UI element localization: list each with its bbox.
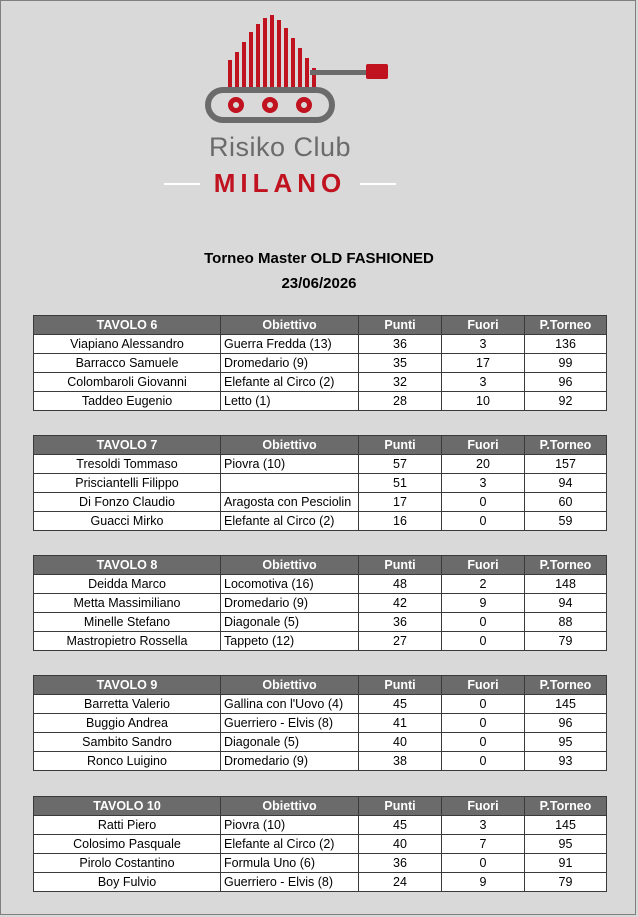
ptorneo-cell: 79 <box>525 873 607 892</box>
punti-cell: 51 <box>359 474 442 493</box>
ptorneo-cell: 96 <box>525 714 607 733</box>
obiettivo-cell: Piovra (10) <box>221 455 359 474</box>
table-row <box>34 455 607 474</box>
punti-cell: 40 <box>359 733 442 752</box>
ptorneo-cell: 157 <box>525 455 607 474</box>
obiettivo-cell: Diagonale (5) <box>221 733 359 752</box>
punti-cell: 41 <box>359 714 442 733</box>
fuori-cell: 0 <box>442 632 525 651</box>
player-cell: Ronco Luigino <box>34 752 221 771</box>
tavolo-table <box>33 315 607 411</box>
punti-cell: 36 <box>359 613 442 632</box>
header-ptorneo: P.Torneo <box>525 797 607 816</box>
table-name: TAVOLO 9 <box>34 676 221 695</box>
ptorneo-cell: 145 <box>525 695 607 714</box>
logo-club-text: Risiko Club <box>208 132 352 162</box>
table-row <box>34 512 607 531</box>
ptorneo-cell: 93 <box>525 752 607 771</box>
table-row <box>34 575 607 594</box>
obiettivo-cell: Elefante al Circo (2) <box>221 835 359 854</box>
ptorneo-cell: 99 <box>525 354 607 373</box>
tavolo-table <box>33 796 607 892</box>
fuori-cell: 17 <box>442 354 525 373</box>
player-cell: Ratti Piero <box>34 816 221 835</box>
obiettivo-cell: Formula Uno (6) <box>221 854 359 873</box>
ptorneo-cell: 95 <box>525 733 607 752</box>
header-ptorneo: P.Torneo <box>525 316 607 335</box>
fuori-cell: 0 <box>442 512 525 531</box>
obiettivo-cell: Elefante al Circo (2) <box>221 373 359 392</box>
table-header-row <box>34 797 607 816</box>
obiettivo-cell: Elefante al Circo (2) <box>221 512 359 531</box>
ptorneo-cell: 95 <box>525 835 607 854</box>
obiettivo-cell: Aragosta con Pesciolin <box>221 493 359 512</box>
table-row <box>34 493 607 512</box>
player-cell: Guacci Mirko <box>34 512 221 531</box>
tavolo-table <box>33 435 607 531</box>
fuori-cell: 0 <box>442 695 525 714</box>
player-cell: Deidda Marco <box>34 575 221 594</box>
punti-cell: 27 <box>359 632 442 651</box>
header-obiettivo: Obiettivo <box>221 436 359 455</box>
tavolo-table <box>33 555 607 651</box>
fuori-cell: 3 <box>442 474 525 493</box>
ptorneo-cell: 79 <box>525 632 607 651</box>
punti-cell: 28 <box>359 392 442 411</box>
table-row <box>34 752 607 771</box>
header-punti: Punti <box>359 676 442 695</box>
header-punti: Punti <box>359 436 442 455</box>
table-row <box>34 816 607 835</box>
table-row <box>34 335 607 354</box>
table-row <box>34 392 607 411</box>
fuori-cell: 9 <box>442 873 525 892</box>
player-cell: Metta Massimiliano <box>34 594 221 613</box>
header-fuori: Fuori <box>442 797 525 816</box>
ptorneo-cell: 88 <box>525 613 607 632</box>
fuori-cell: 0 <box>442 613 525 632</box>
player-cell: Barretta Valerio <box>34 695 221 714</box>
tavolo-table <box>33 675 607 771</box>
table-row <box>34 733 607 752</box>
fuori-cell: 3 <box>442 335 525 354</box>
player-cell: Buggio Andrea <box>34 714 221 733</box>
table-row <box>34 854 607 873</box>
table-row <box>34 613 607 632</box>
fuori-cell: 3 <box>442 816 525 835</box>
fuori-cell: 9 <box>442 594 525 613</box>
player-cell: Colombaroli Giovanni <box>34 373 221 392</box>
obiettivo-cell: Locomotiva (16) <box>221 575 359 594</box>
header-punti: Punti <box>359 556 442 575</box>
table-name: TAVOLO 6 <box>34 316 221 335</box>
fuori-cell: 3 <box>442 373 525 392</box>
obiettivo-cell: Piovra (10) <box>221 816 359 835</box>
punti-cell: 17 <box>359 493 442 512</box>
fuori-cell: 0 <box>442 752 525 771</box>
header-obiettivo: Obiettivo <box>221 676 359 695</box>
punti-cell: 16 <box>359 512 442 531</box>
fuori-cell: 0 <box>442 854 525 873</box>
header-ptorneo: P.Torneo <box>525 556 607 575</box>
player-cell: Sambito Sandro <box>34 733 221 752</box>
punti-cell: 45 <box>359 695 442 714</box>
obiettivo-cell: Guerriero - Elvis (8) <box>221 714 359 733</box>
header-ptorneo: P.Torneo <box>525 436 607 455</box>
tournament-date: 23/06/2026 <box>281 275 357 292</box>
fuori-cell: 20 <box>442 455 525 474</box>
punti-cell: 38 <box>359 752 442 771</box>
table-header-row <box>34 316 607 335</box>
punti-cell: 32 <box>359 373 442 392</box>
punti-cell: 24 <box>359 873 442 892</box>
punti-cell: 57 <box>359 455 442 474</box>
ptorneo-cell: 96 <box>525 373 607 392</box>
ptorneo-cell: 145 <box>525 816 607 835</box>
table-row <box>34 714 607 733</box>
player-cell: Colosimo Pasquale <box>34 835 221 854</box>
obiettivo-cell: Gallina con l'Uovo (4) <box>221 695 359 714</box>
table-header-row <box>34 556 607 575</box>
player-cell: Mastropietro Rossella <box>34 632 221 651</box>
header-obiettivo: Obiettivo <box>221 556 359 575</box>
header-fuori: Fuori <box>442 556 525 575</box>
tank-icon <box>160 12 400 132</box>
ptorneo-cell: 136 <box>525 335 607 354</box>
table-name: TAVOLO 7 <box>34 436 221 455</box>
header-ptorneo: P.Torneo <box>525 676 607 695</box>
punti-cell: 40 <box>359 835 442 854</box>
punti-cell: 42 <box>359 594 442 613</box>
header-fuori: Fuori <box>442 676 525 695</box>
punti-cell: 35 <box>359 354 442 373</box>
fuori-cell: 2 <box>442 575 525 594</box>
header-punti: Punti <box>359 316 442 335</box>
header-obiettivo: Obiettivo <box>221 797 359 816</box>
table-header-row <box>34 436 607 455</box>
table-row <box>34 873 607 892</box>
player-cell: Prisciantelli Filippo <box>34 474 221 493</box>
player-cell: Di Fonzo Claudio <box>34 493 221 512</box>
obiettivo-cell: Tappeto (12) <box>221 632 359 651</box>
punti-cell: 48 <box>359 575 442 594</box>
table-row <box>34 594 607 613</box>
table-row <box>34 373 607 392</box>
header-fuori: Fuori <box>442 436 525 455</box>
table-name: TAVOLO 8 <box>34 556 221 575</box>
header-punti: Punti <box>359 797 442 816</box>
ptorneo-cell: 59 <box>525 512 607 531</box>
fuori-cell: 7 <box>442 835 525 854</box>
player-cell: Viapiano Alessandro <box>34 335 221 354</box>
obiettivo-cell <box>221 474 359 493</box>
table-row <box>34 354 607 373</box>
table-row <box>34 695 607 714</box>
player-cell: Minelle Stefano <box>34 613 221 632</box>
obiettivo-cell: Guerriero - Elvis (8) <box>221 873 359 892</box>
obiettivo-cell: Dromedario (9) <box>221 752 359 771</box>
logo-city-text: MILANO <box>213 168 347 198</box>
ptorneo-cell: 92 <box>525 392 607 411</box>
table-row <box>34 474 607 493</box>
table-row <box>34 835 607 854</box>
player-cell: Barracco Samuele <box>34 354 221 373</box>
fuori-cell: 0 <box>442 493 525 512</box>
player-cell: Tresoldi Tommaso <box>34 455 221 474</box>
fuori-cell: 0 <box>442 714 525 733</box>
table-row <box>34 632 607 651</box>
fuori-cell: 10 <box>442 392 525 411</box>
obiettivo-cell: Letto (1) <box>221 392 359 411</box>
ptorneo-cell: 94 <box>525 474 607 493</box>
obiettivo-cell: Guerra Fredda (13) <box>221 335 359 354</box>
tournament-title: Torneo Master OLD FASHIONED <box>204 250 434 267</box>
obiettivo-cell: Dromedario (9) <box>221 354 359 373</box>
punti-cell: 36 <box>359 335 442 354</box>
header-fuori: Fuori <box>442 316 525 335</box>
player-cell: Taddeo Eugenio <box>34 392 221 411</box>
risiko-club-logo <box>160 12 400 207</box>
ptorneo-cell: 148 <box>525 575 607 594</box>
header-obiettivo: Obiettivo <box>221 316 359 335</box>
ptorneo-cell: 60 <box>525 493 607 512</box>
obiettivo-cell: Diagonale (5) <box>221 613 359 632</box>
logo-underline <box>160 180 400 188</box>
player-cell: Pirolo Costantino <box>34 854 221 873</box>
table-name: TAVOLO 10 <box>34 797 221 816</box>
ptorneo-cell: 94 <box>525 594 607 613</box>
obiettivo-cell: Dromedario (9) <box>221 594 359 613</box>
ptorneo-cell: 91 <box>525 854 607 873</box>
punti-cell: 45 <box>359 816 442 835</box>
punti-cell: 36 <box>359 854 442 873</box>
player-cell: Boy Fulvio <box>34 873 221 892</box>
fuori-cell: 0 <box>442 733 525 752</box>
table-header-row <box>34 676 607 695</box>
